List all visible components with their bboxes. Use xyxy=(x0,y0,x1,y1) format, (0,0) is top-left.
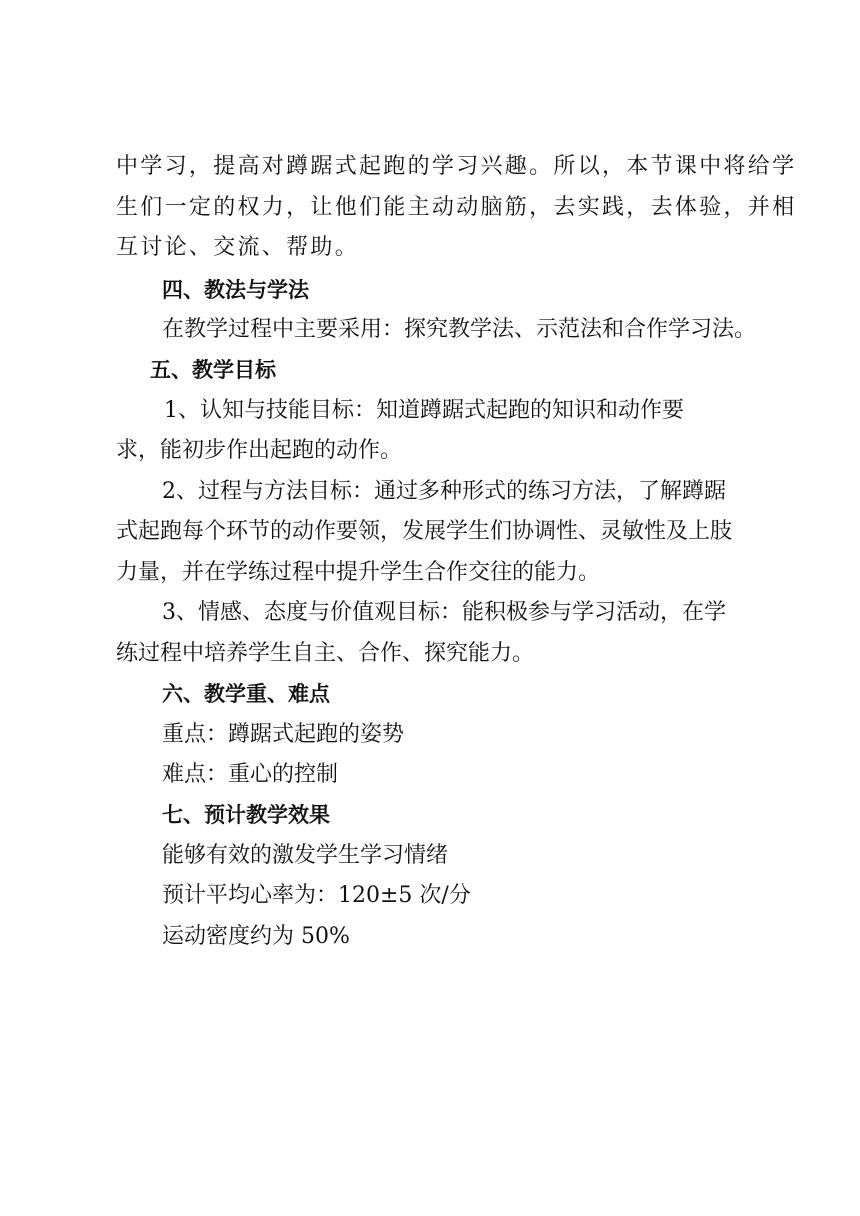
teaching-method-text: 在教学过程中主要采用：探究教学法、示范法和合作学习法。 xyxy=(162,317,757,342)
goal-1-line: 求，能初步作出起跑的动作。 xyxy=(116,438,403,463)
heart-rate-text: 预计平均心率为：120±5 次/分 xyxy=(162,883,471,908)
paragraph-line: 互讨论、交流、帮助。 xyxy=(116,235,360,260)
key-point-text: 重点：蹲踞式起跑的姿势 xyxy=(162,722,405,747)
section-heading-7: 七、预计教学效果 xyxy=(162,803,330,827)
section-heading-5: 五、教学目标 xyxy=(150,358,276,382)
goal-1-line: 1、认知与技能目标：知道蹲踞式起跑的知识和动作要 xyxy=(164,398,684,423)
paragraph-line: 中学习，提高对蹲踞式起跑的学习兴趣。所以，本节课中将给学 xyxy=(116,154,797,179)
section-heading-4: 四、教法与学法 xyxy=(162,278,309,302)
goal-2-line: 2、过程与方法目标：通过多种形式的练习方法，了解蹲踞 xyxy=(162,479,726,504)
paragraph-line: 生们一定的权力，让他们能主动动脑筋，去实践，去体验，并相 xyxy=(116,195,797,220)
effect-text: 能够有效的激发学生学习情绪 xyxy=(162,843,449,868)
goal-3-line: 3、情感、态度与价值观目标：能积极参与学习活动，在学 xyxy=(162,600,726,625)
goal-3-line: 练过程中培养学生自主、合作、探究能力。 xyxy=(116,641,535,666)
goal-2-line: 力量，并在学练过程中提升学生合作交往的能力。 xyxy=(116,560,601,585)
section-heading-6: 六、教学重、难点 xyxy=(162,682,330,706)
difficult-point-text: 难点：重心的控制 xyxy=(162,762,339,787)
exercise-density-text: 运动密度约为 50% xyxy=(162,924,350,949)
goal-2-line: 式起跑每个环节的动作要领，发展学生们协调性、灵敏性及上肢 xyxy=(116,519,733,544)
